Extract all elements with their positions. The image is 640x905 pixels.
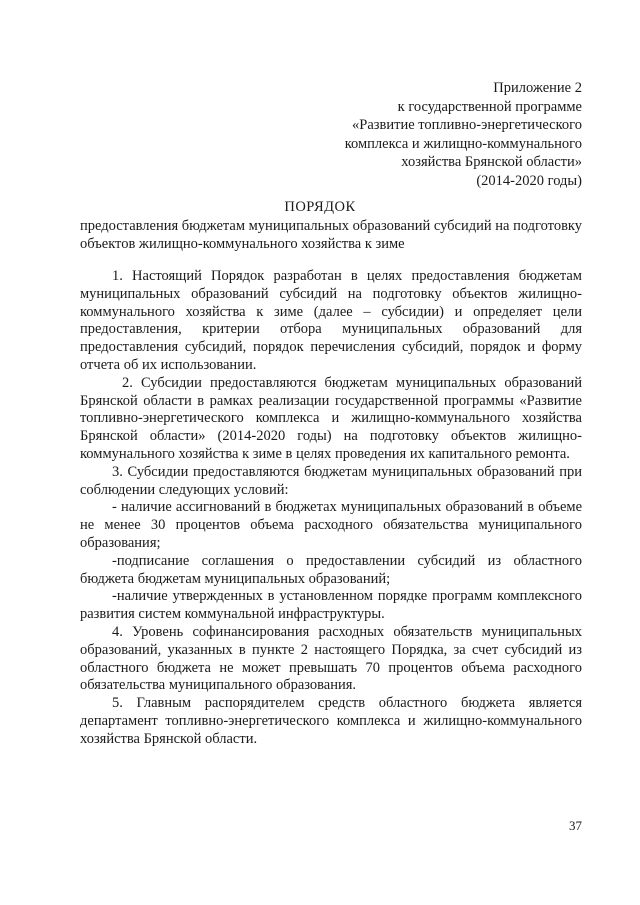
paragraph-1: 1. Настоящий Порядок разработан в целях предоставления бюджетам муниципальных образований субсидий на подготовку объектов жилищно-коммунального хозяйства к зиме (далее – субсидии) и определяет цели предоставления, критерии отбора муниципальных образований для предоставления субсидий, порядок перечисления субсидий, порядок и форму отчета об их использовании. — [80, 268, 582, 373]
page-number: 37 — [569, 818, 582, 833]
paragraph-3: 3. Субсидии предоставляются бюджетам муниципальных образований при соблюдении следующих условий: — [80, 463, 582, 498]
appendix-line: Приложение 2 — [493, 80, 582, 96]
appendix-line: хозяйства Брянской области» — [401, 154, 582, 170]
paragraph-5: 5. Главным распорядителем средств областного бюджета является департамент топливно-энергетического комплекса и жилищно-коммунального хозяйства Брянской области. — [80, 695, 582, 747]
appendix-line: (2014-2020 годы) — [476, 172, 582, 189]
condition-item-1: - наличие ассигнований в бюджетах муниципальных образований в объеме не менее 30 процентов объема расходного обязательства муниципального образования; — [80, 499, 582, 551]
condition-item-3: -наличие утвержденных в установленном порядке программ комплексного развития систем коммунальной инфраструктуры. — [80, 588, 582, 623]
document-subtitle: предоставления бюджетам муниципальных образований субсидий на подготовку объектов жилищно-коммунального хозяйства к зиме — [80, 218, 583, 252]
appendix-line: комплекса и жилищно-коммунального — [344, 135, 582, 152]
appendix-line: к государственной программе — [397, 98, 582, 115]
appendix-line: «Развитие топливно-энергетического — [352, 117, 582, 133]
condition-item-2: -подписание соглашения о предоставлении субсидий из областного бюджета бюджетам муниципальных образований; — [80, 552, 582, 587]
appendix-header — [345, 79, 582, 190]
paragraph-2: 2. Субсидии предоставляются бюджетам муниципальных образований Брянской области в рамках реализации государственной программы «Развитие топливно-энергетического комплекса и жилищно-коммунального хозяйства Брянской области» (2014-2020 годы) на подготовку объектов жилищно-коммунального хозяйства к зиме в целях проведения их капитального ремонта. — [80, 374, 582, 462]
paragraph-4: 4. Уровень софинансирования расходных обязательств муниципальных образований, указанных в пункте 2 настоящего Порядка, за счет субсидий из областного бюджета не может превышать 70 процентов объема расходного обязательства муниципального образования. — [80, 623, 582, 694]
document-body — [80, 268, 582, 749]
document-title: ПОРЯДОК — [284, 199, 356, 215]
